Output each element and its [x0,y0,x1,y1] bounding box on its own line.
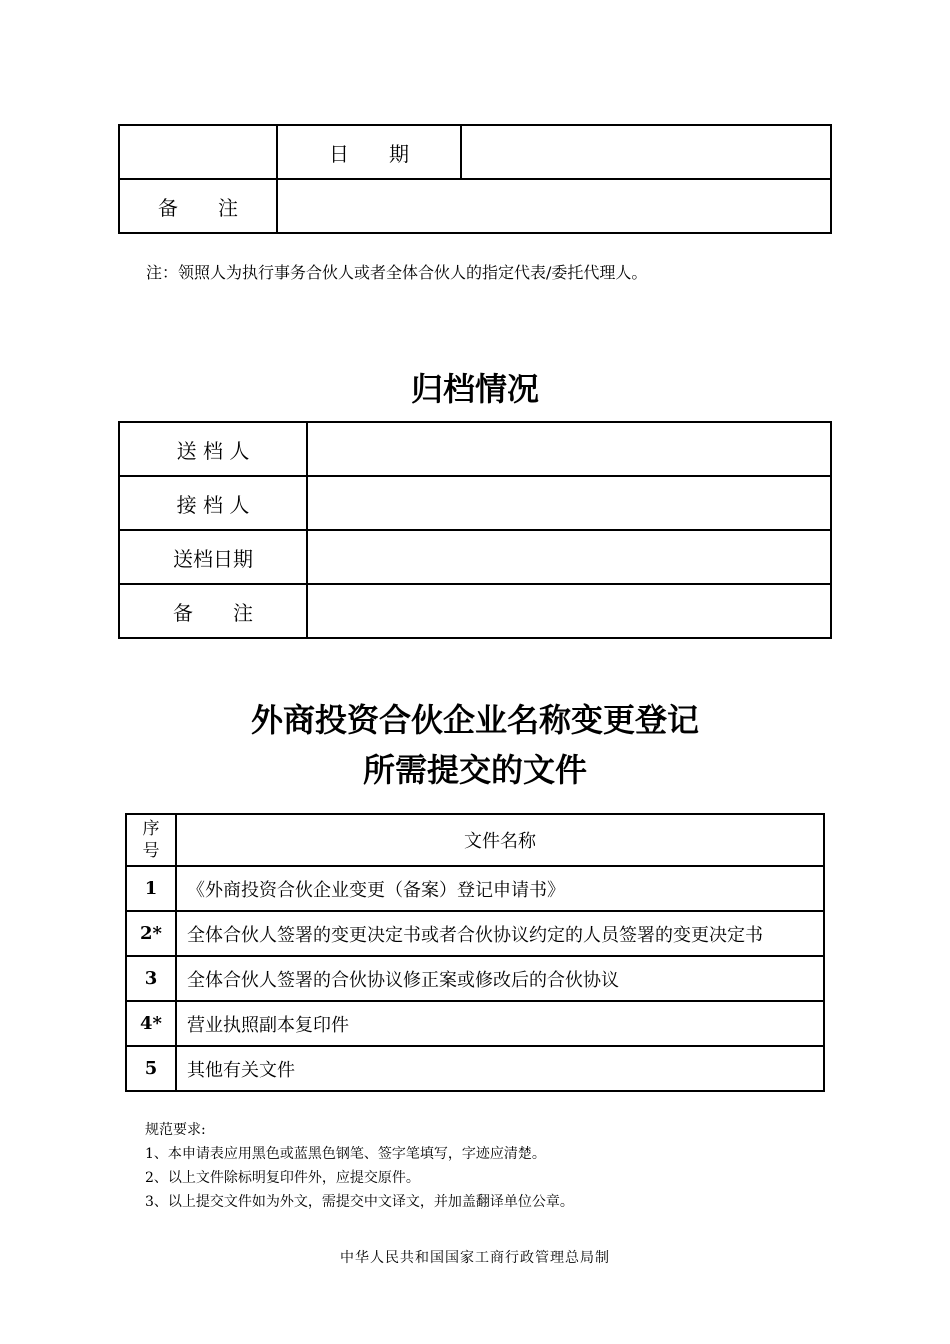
row-num: 4* [126,1001,176,1046]
archive-label-receiver: 接 档 人 [119,476,307,530]
table-row [126,956,824,1001]
table-row [126,1046,824,1091]
row-num: 2* [126,911,176,956]
blank-cell [119,125,277,179]
requirements-title: 规范要求: [145,1122,206,1138]
table-row [126,1001,824,1046]
date-value-cell[interactable] [461,125,831,179]
docs-header-row [126,814,824,866]
docs-title-line1: 外商投资合伙企业名称变更登记 [250,701,699,739]
header-num-char2: 号 [142,841,160,861]
requirement-item: 1、本申请表应用黑色或蓝黑色钢笔、签字笔填写，字迹应清楚。 [145,1146,546,1162]
footer-text: 中华人民共和国国家工商行政管理总局制 [340,1250,610,1266]
requirement-item: 3、以上提交文件如为外文，需提交中文译文，并加盖翻译单位公章。 [145,1194,574,1210]
archive-label-sender: 送 档 人 [119,422,307,476]
archive-row [119,584,831,638]
requirements [145,1118,574,1214]
archive-label-remark: 备 注 [119,584,307,638]
archive-value-sender[interactable] [307,422,831,476]
date-row [119,125,831,179]
row-name: 营业执照副本复印件 [176,1001,824,1046]
row-name: 全体合伙人签署的变更决定书或者合伙协议约定的人员签署的变更决定书 [176,911,824,956]
row-name: 全体合伙人签署的合伙协议修正案或修改后的合伙协议 [176,956,824,1001]
docs-title-line2: 所需提交的文件 [362,751,587,789]
requirement-item: 2、以上文件除标明复印件外，应提交原件。 [145,1170,420,1186]
row-num: 1 [126,866,176,911]
archive-label-date: 送档日期 [119,530,307,584]
row-name: 《外商投资合伙企业变更（备案）登记申请书》 [176,866,824,911]
archive-value-remark[interactable] [307,584,831,638]
docs-table [125,813,825,1092]
row-num: 3 [126,956,176,1001]
note-text: 注：领照人为执行事务合伙人或者全体合伙人的指定代表/委托代理人。 [146,263,648,282]
archive-value-receiver[interactable] [307,476,831,530]
top-table [118,124,832,234]
docs-title [0,695,950,795]
date-label: 日 期 [277,125,461,179]
archive-value-date[interactable] [307,530,831,584]
table-row [126,911,824,956]
header-name: 文件名称 [176,814,824,866]
remark-row [119,179,831,233]
table-row [126,866,824,911]
archive-title: 归档情况 [410,370,539,408]
row-num: 5 [126,1046,176,1091]
header-num-char1: 序 [142,819,160,839]
remark-value-cell[interactable] [277,179,831,233]
remark-label: 备 注 [119,179,277,233]
archive-row [119,530,831,584]
archive-row [119,476,831,530]
archive-table [118,421,832,639]
archive-row [119,422,831,476]
header-num [126,814,176,866]
row-name: 其他有关文件 [176,1046,824,1091]
